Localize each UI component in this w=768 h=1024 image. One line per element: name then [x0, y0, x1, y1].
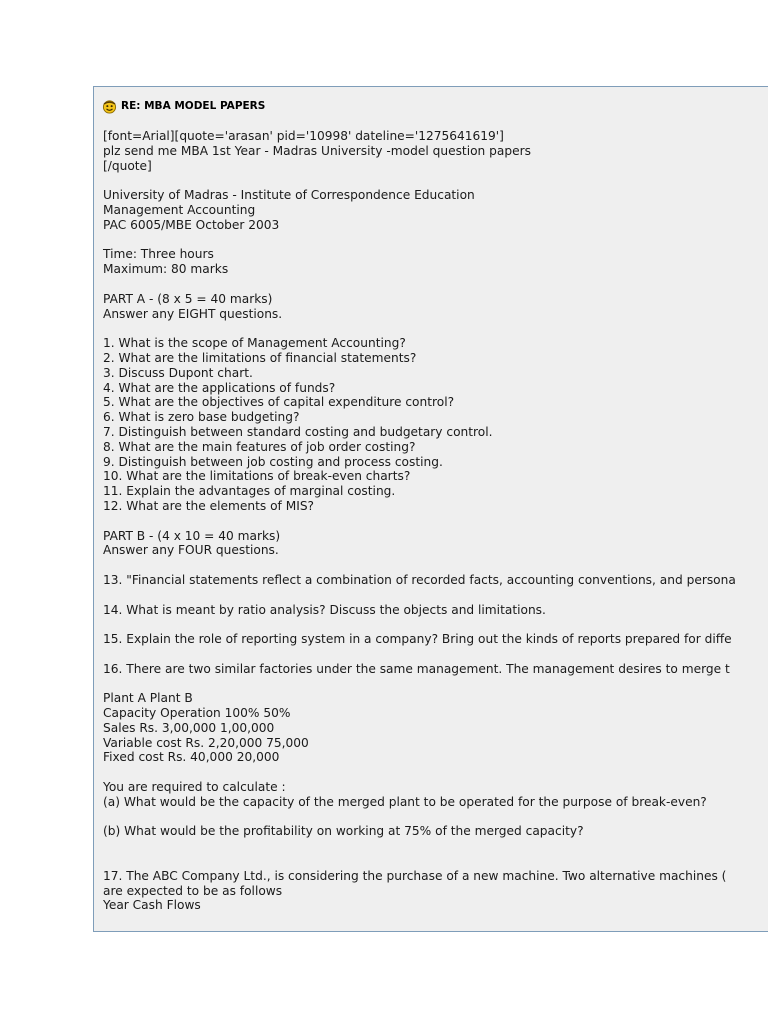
blank-line	[103, 647, 768, 662]
post-text-line: Fixed cost Rs. 40,000 20,000	[103, 750, 280, 765]
post-text-line: 5. What are the objectives of capital expenditure control?	[103, 395, 455, 410]
blank-line	[103, 321, 768, 336]
post-text-line: 13. "Financial statements reflect a combination of recorded facts, accounting conventions, and persona	[103, 572, 736, 587]
post-text-line: You are required to calculate :	[103, 780, 286, 795]
post-title: RE: MBA MODEL PAPERS	[121, 100, 266, 112]
blank-line	[103, 514, 768, 529]
blank-line	[103, 854, 768, 869]
post-text-line: Time: Three hours	[103, 247, 214, 262]
post-text-line: [font=Arial][quote='arasan' pid='10998' dateline='1275641619']	[103, 129, 504, 143]
post-text-line: 11. Explain the advantages of marginal costing.	[103, 484, 396, 499]
post-text-line: 15. Explain the role of reporting system in a company? Bring out the kinds of reports prepared for diffe	[103, 632, 732, 647]
blank-line	[103, 233, 768, 248]
post-text-line: Sales Rs. 3,00,000 1,00,000	[103, 720, 275, 735]
forum-post	[93, 86, 768, 932]
post-text-line: 14. What is meant by ratio analysis? Discuss the objects and limitations.	[103, 602, 546, 617]
post-text-line: are expected to be as follows	[103, 883, 283, 898]
blank-line	[103, 810, 768, 825]
post-text-line: [/quote]	[103, 158, 152, 173]
post-text-line: PART A - (8 x 5 = 40 marks)	[103, 291, 273, 306]
post-text-line: 12. What are the elements of MIS?	[103, 498, 315, 513]
post-text-line: Capacity Operation 100% 50%	[103, 706, 291, 721]
blank-line	[103, 676, 768, 691]
post-text-line: Answer any FOUR questions.	[103, 543, 279, 558]
post-text-line: 9. Distinguish between job costing and process costing.	[103, 454, 443, 469]
post-text-line: 1. What is the scope of Management Accounting?	[103, 336, 406, 351]
post-text-line: (b) What would be the profitability on working at 75% of the merged capacity?	[103, 824, 584, 839]
post-text-line: Plant A Plant B	[103, 691, 193, 706]
post-text-line: Management Accounting	[103, 202, 256, 217]
blank-line	[103, 277, 768, 292]
post-text-line: plz send me MBA 1st Year - Madras University -model question papers	[103, 143, 531, 158]
post-body	[103, 129, 768, 913]
post-text-line: University of Madras - Institute of Correspondence Education	[103, 188, 475, 203]
blank-line	[103, 173, 768, 188]
post-text-line: 10. What are the limitations of break-even charts?	[103, 469, 411, 484]
post-text-line: 7. Distinguish between standard costing and budgetary control.	[103, 424, 493, 439]
post-text-line: PAC 6005/MBE October 2003	[103, 217, 280, 232]
post-text-line: 2. What are the limitations of financial statements?	[103, 350, 417, 365]
post-text-line: 4. What are the applications of funds?	[103, 380, 336, 395]
blank-line	[103, 617, 768, 632]
post-text-line: 3. Discuss Dupont chart.	[103, 365, 253, 380]
post-text-line: Variable cost Rs. 2,20,000 75,000	[103, 735, 309, 750]
blank-line	[103, 839, 768, 854]
blank-line	[103, 588, 768, 603]
smiley-face-icon	[102, 99, 117, 114]
post-header	[102, 97, 265, 115]
post-text-line: 8. What are the main features of job order costing?	[103, 439, 416, 454]
post-text-line: Maximum: 80 marks	[103, 262, 229, 277]
post-text-line: 6. What is zero base budgeting?	[103, 410, 300, 425]
post-text-line: Answer any EIGHT questions.	[103, 306, 283, 321]
post-text-line: 16. There are two similar factories under the same management. The management desires to merge t	[103, 661, 730, 676]
post-text-line: (a) What would be the capacity of the merged plant to be operated for the purpose of break-even?	[103, 794, 707, 809]
post-text-line: PART B - (4 x 10 = 40 marks)	[103, 528, 281, 543]
blank-line	[103, 765, 768, 780]
post-text-line: Year Cash Flows	[103, 898, 201, 913]
post-text-line: 17. The ABC Company Ltd., is considering the purchase of a new machine. Two alternative machines (	[103, 868, 727, 883]
blank-line	[103, 558, 768, 573]
